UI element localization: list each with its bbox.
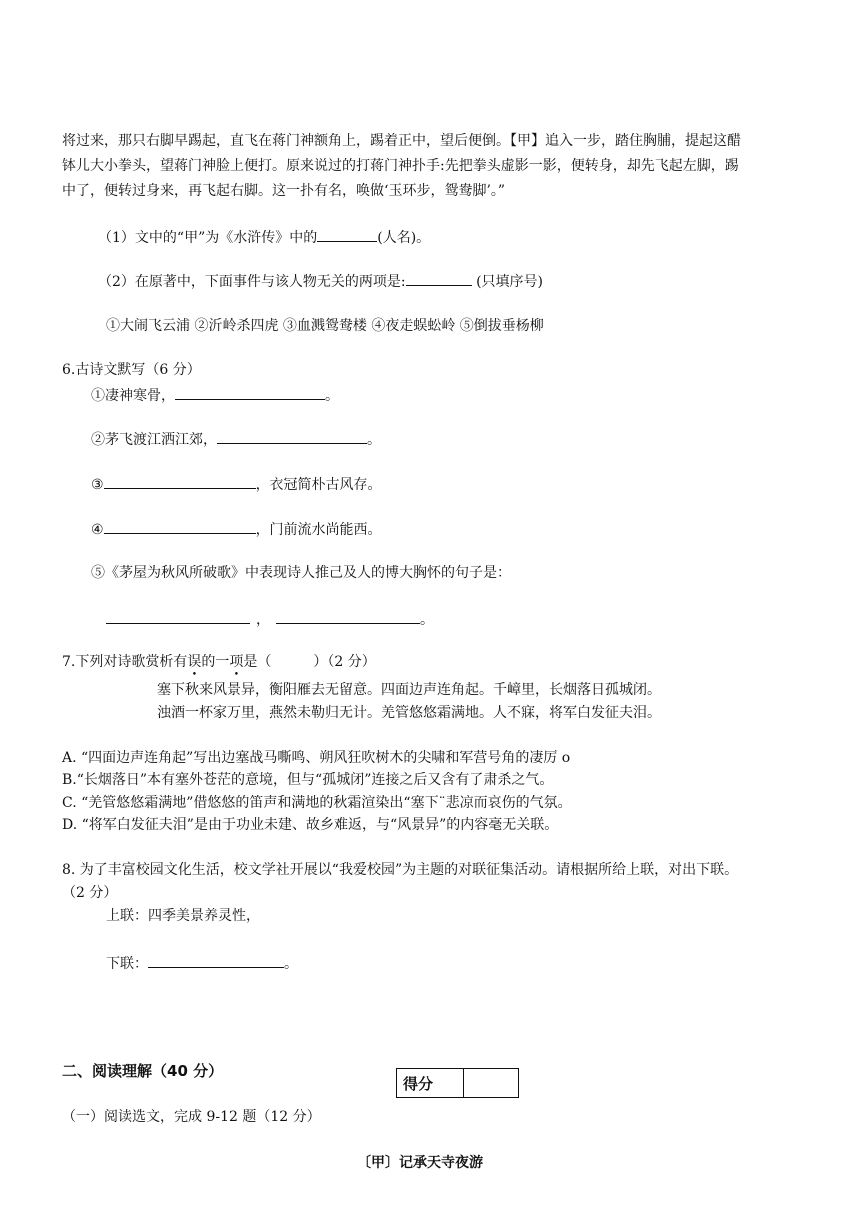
q5-sub2 xyxy=(98,270,543,292)
q7-emphasis-wu xyxy=(187,654,202,680)
q6-item-3-text: ③ xyxy=(91,477,104,493)
q6-item-4 xyxy=(91,518,382,540)
q5-sub1 xyxy=(98,226,430,248)
emphasis-dot-icon: • xyxy=(191,670,198,680)
q7-title-b: 的一 xyxy=(201,654,230,670)
score-label: 得分 xyxy=(397,1069,464,1098)
q5-sub2-suffix: (只填序号) xyxy=(471,274,543,290)
q7-emphasis-xiang-char: 项 xyxy=(229,654,244,670)
q8-lower-couplet xyxy=(106,952,298,974)
q6-item-5-blank-2[interactable] xyxy=(276,608,420,624)
q6-item-5-separator: ， xyxy=(256,612,270,628)
q6-item-5-answer xyxy=(106,608,434,630)
q5-sub1-text: （1）文中的“甲”为《水浒传》中的 xyxy=(98,230,318,246)
q6-item-1-blank[interactable] xyxy=(175,384,325,400)
q6-item-2-end: 。 xyxy=(367,432,381,448)
q6-item-4-blank[interactable] xyxy=(104,518,256,534)
q5-sub1-suffix: (人名)。 xyxy=(377,230,431,246)
passage-line-1: 将过来，那只右脚早踢起，直飞在蒋门神额角上，踢着正中，望后便倒。【甲】追入一步，踏住胸脯，提起这醋 xyxy=(62,133,741,149)
q8-lower-label: 下联： xyxy=(106,956,148,972)
reading-instruction: （一）阅读选文，完成 9-12 题（12 分） xyxy=(62,1109,321,1125)
q7-option-c: C. “羌管悠悠霜满地”借悠悠的笛声和满地的秋霜渲染出“塞下¨悲凉而哀伤的气氛。 xyxy=(62,795,572,811)
q7-option-a: A. “四面边声连角起”写出边塞战马嘶鸣、朔风狂吹树木的尖啸和军营号角的凄厉 o xyxy=(62,750,571,766)
passage-line-3: 中了，便转过身来，再飞起右脚。这一扑有名，唤做‘玉环步，鸳鸯脚’。” xyxy=(62,183,506,199)
q7-title-a: 7.下列对诗歌赏析有 xyxy=(62,654,188,670)
q5-sub2-text: （2）在原著中，下面事件与该人物无关的两项是: xyxy=(98,274,406,290)
q5-options: ①大闹飞云浦 ②沂岭杀四虎 ③血溅鸳鸯楼 ④夜走蜈蚣岭 ⑤倒拔垂杨柳 xyxy=(106,318,544,334)
q6-item-4-text: ④ xyxy=(91,522,104,538)
article-title: 〔甲〕记承天寺夜游 xyxy=(357,1155,483,1171)
emphasis-dot-icon: • xyxy=(233,670,240,680)
q5-sub1-answer-blank[interactable] xyxy=(317,226,377,242)
passage-line-2: 钵儿大小拳头，望蒋门神脸上便打。原来说过的打蒋门神扑手:先把拳头虚影一影，便转身，却先飞起左脚，踢 xyxy=(62,158,739,174)
q8-upper-couplet: 上联：四季美景养灵性， xyxy=(106,908,260,924)
q6-item-5-blank-1[interactable] xyxy=(106,608,250,624)
q6-item-2 xyxy=(91,428,381,450)
q6-item-1-end: 。 xyxy=(325,388,339,404)
section-2-title: 二、阅读理解（40 分） xyxy=(62,1062,224,1080)
q6-item-2-blank[interactable] xyxy=(217,428,367,444)
q6-title: 6.古诗文默写（6 分） xyxy=(62,362,201,378)
q6-item-5-end: 。 xyxy=(420,612,434,628)
q6-item-3 xyxy=(91,473,382,495)
q6-item-3-end: ，衣冠简朴古风存。 xyxy=(255,477,382,493)
q6-item-4-end: ，门前流水尚能西。 xyxy=(255,522,382,538)
q7-title-c: 是（ ）（2 分） xyxy=(243,654,376,670)
q7-poem-line-1: 塞下秋来风景异，衡阳雁去无留意。四面边声连角起。千嶂里，长烟落日孤城闭。 xyxy=(157,682,661,698)
q7-poem-line-2: 浊酒一杯家万里，燕然未勒归无计。羌管悠悠霜满地。人不寐，将军白发征夫泪。 xyxy=(157,705,661,721)
q7-option-d: D. “将军白发征夫泪”是由于功业未建、故乡难返，与“风景异”的内容毫无关联。 xyxy=(62,817,559,833)
q8-prompt-line-1: 8. 为了丰富校园文化生活，校文学社开展以“我爱校园”为主题的对联征集活动。请根据所给上联，对出下联。 xyxy=(62,862,739,878)
q8-prompt-line-2: （2 分） xyxy=(62,885,118,901)
q8-lower-blank[interactable] xyxy=(148,952,284,968)
q8-lower-end: 。 xyxy=(284,956,298,972)
q6-item-1 xyxy=(91,384,339,406)
q6-item-1-text: ①凄神寒骨， xyxy=(91,388,175,404)
q7-emphasis-xiang xyxy=(229,654,244,680)
q6-item-2-text: ②茅飞渡江洒江郊， xyxy=(91,432,217,448)
q6-item-5: ⑤《茅屋为秋风所破歌》中表现诗人推己及人的博大胸怀的句子是： xyxy=(91,565,511,581)
q7-title xyxy=(62,652,376,680)
score-value-cell[interactable] xyxy=(464,1069,519,1098)
q7-emphasis-wu-char: 误 xyxy=(187,654,202,670)
q5-sub2-answer-blank[interactable] xyxy=(406,270,472,286)
q6-item-3-blank[interactable] xyxy=(104,473,256,489)
q7-option-b: B.“长烟落日”本有塞外苍茫的意境，但与“孤城闭”连接之后又含有了肃杀之气。 xyxy=(62,772,554,788)
score-box xyxy=(396,1068,519,1098)
